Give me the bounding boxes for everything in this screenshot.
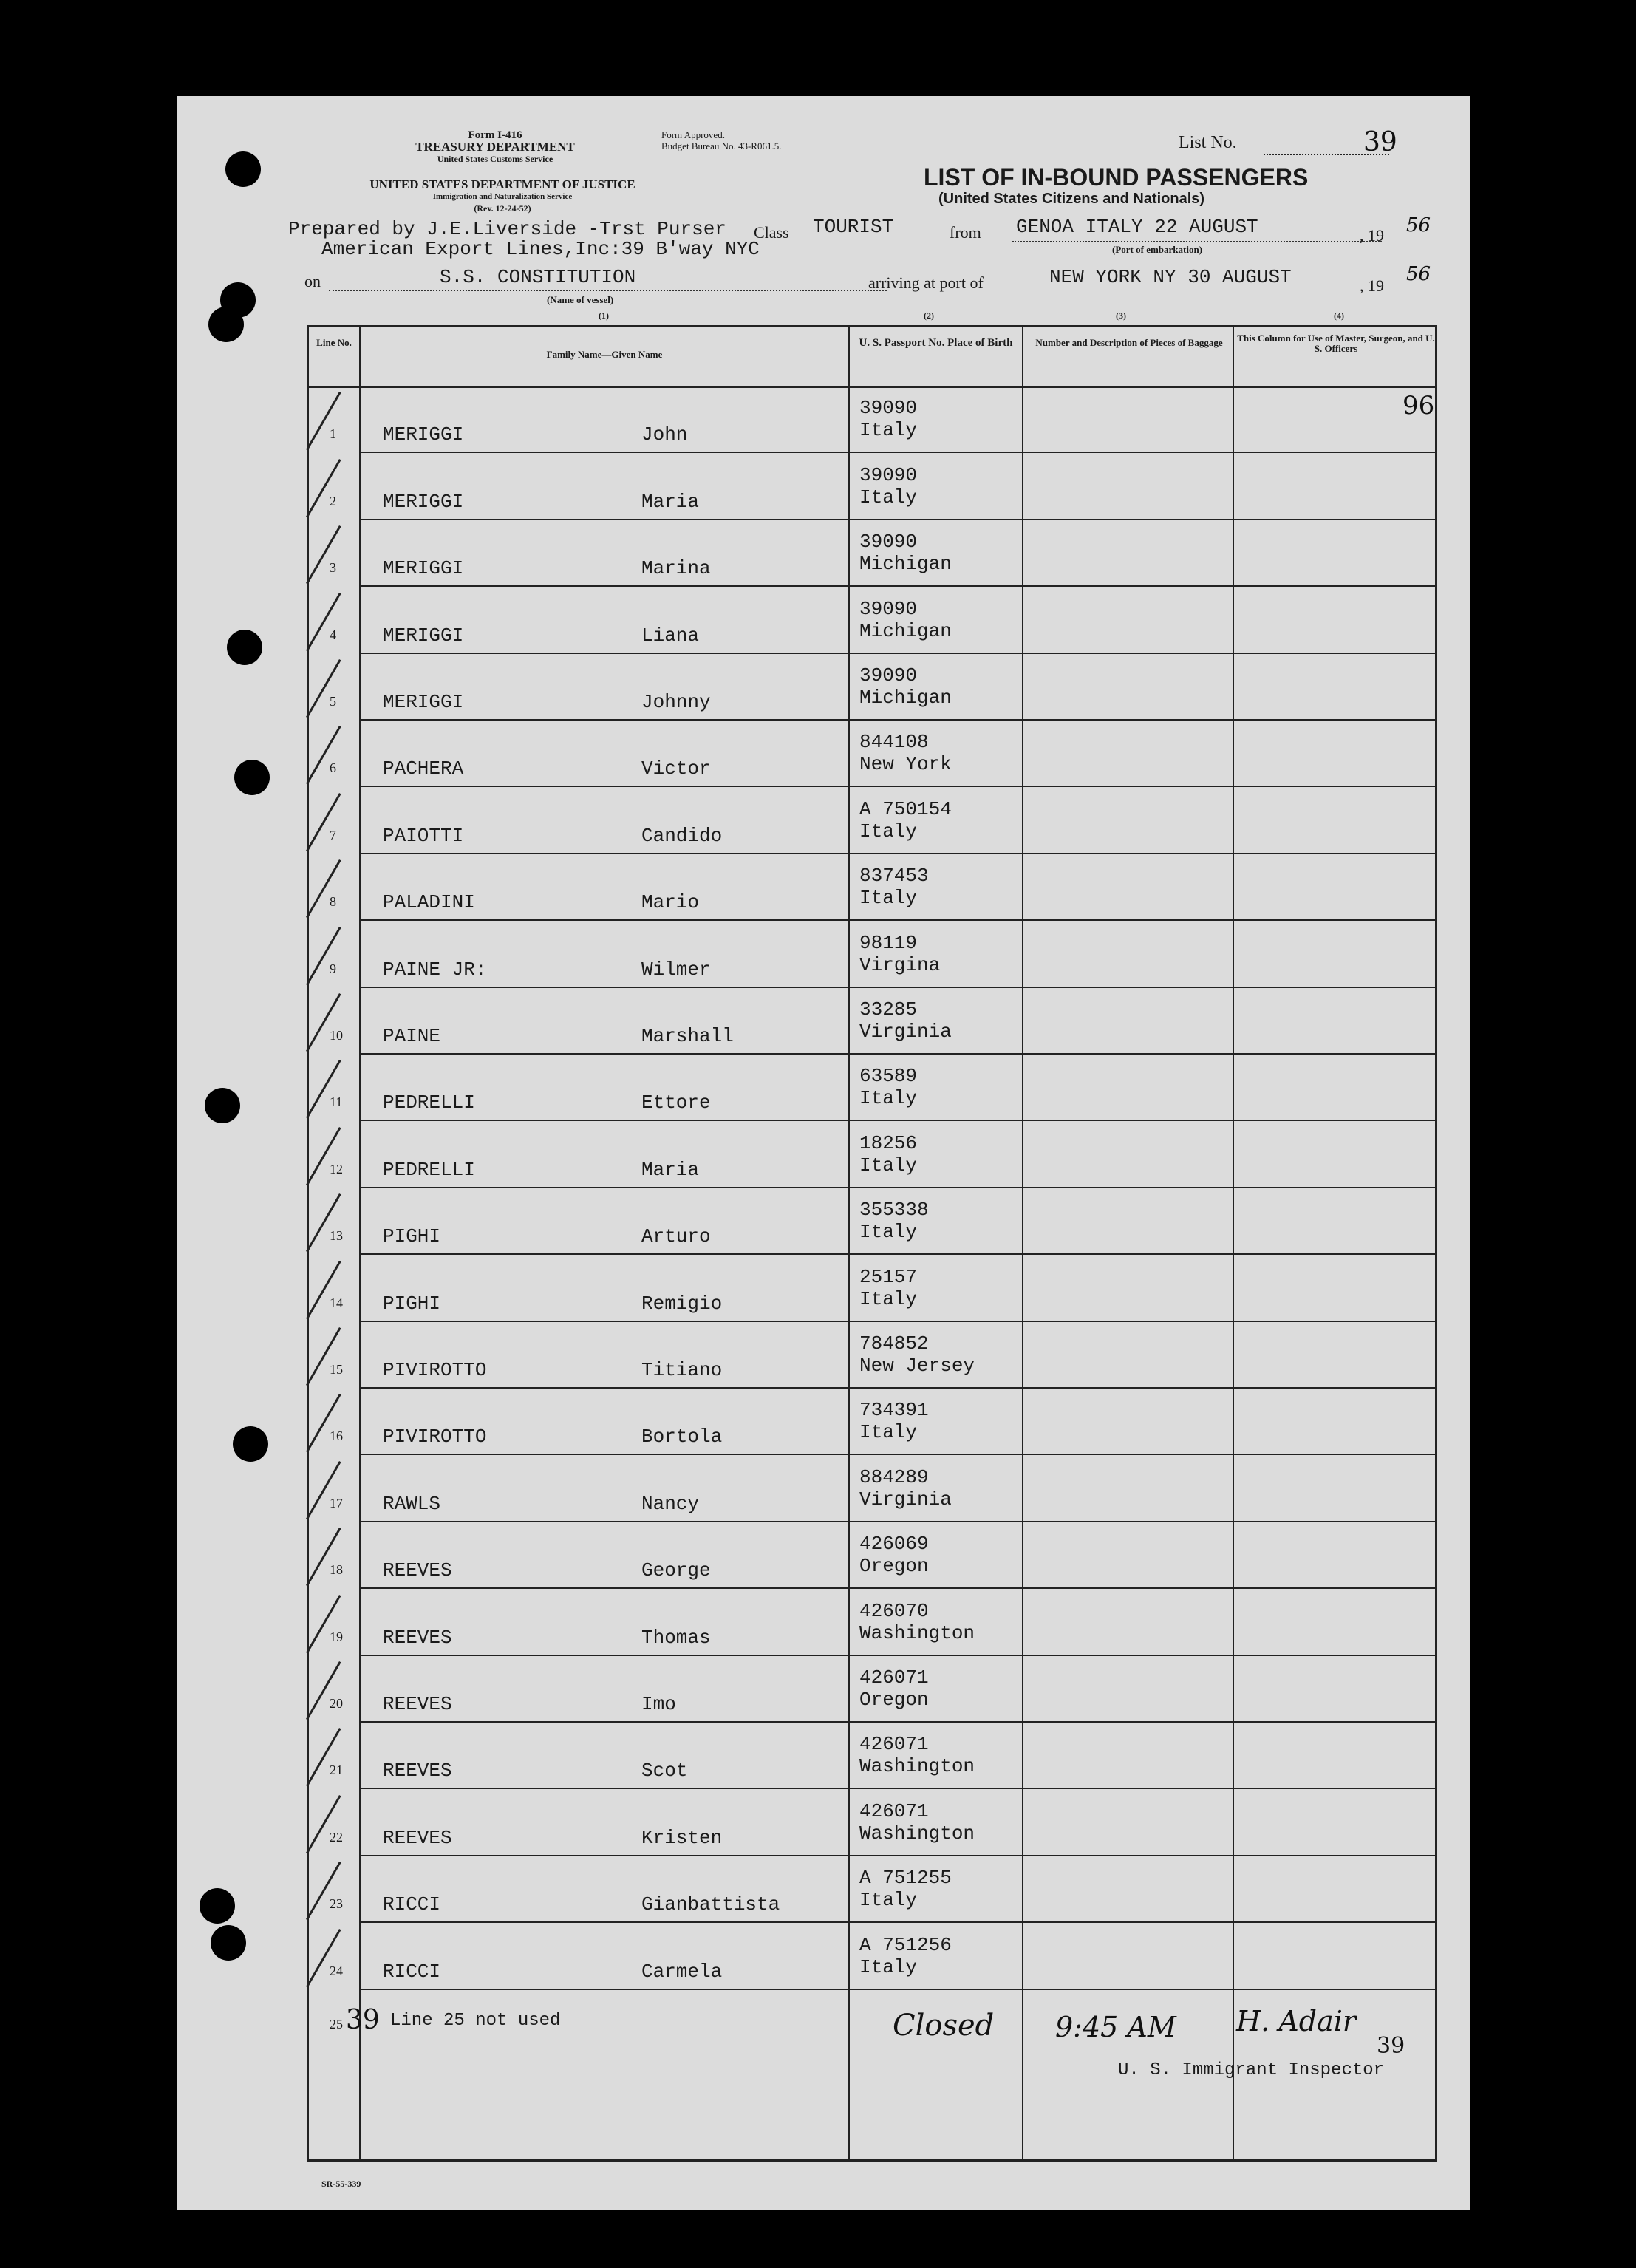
- family-name: MERIGGI: [383, 690, 464, 713]
- given-name: Scot: [641, 1760, 688, 1782]
- table-row: [309, 721, 1435, 787]
- line-number: 21: [330, 1763, 343, 1778]
- customs-service: United States Customs Service: [437, 154, 553, 164]
- table-row: [309, 654, 1435, 721]
- passport-number: 98119: [859, 931, 918, 954]
- passport-number: 39090: [859, 597, 918, 620]
- revision-date: (Rev. 12-24-52): [474, 203, 531, 214]
- family-name: PAIOTTI: [383, 824, 464, 847]
- punch-hole: [200, 1888, 235, 1924]
- line-number: 7: [330, 827, 336, 842]
- table-row: [309, 1923, 1435, 1989]
- line-number: 11: [330, 1094, 343, 1110]
- table-row: [309, 453, 1435, 520]
- family-name: PALADINI: [383, 891, 475, 914]
- from-line: [1012, 241, 1382, 242]
- table-row: [309, 1188, 1435, 1255]
- ins-service: Immigration and Naturalization Service: [432, 192, 573, 201]
- family-name: PIVIROTTO: [383, 1358, 487, 1381]
- birth-place: Michigan: [859, 619, 952, 642]
- vessel-caption: (Name of vessel): [547, 294, 614, 305]
- passport-number: 884289: [859, 1465, 929, 1488]
- line-number: 8: [330, 894, 336, 910]
- passport-number: 355338: [859, 1199, 929, 1222]
- approval-block: [661, 129, 781, 151]
- passport-number: 25157: [859, 1265, 918, 1288]
- line-number: 22: [330, 1829, 343, 1845]
- given-name: Gianbattista: [641, 1893, 780, 1916]
- line-number: 12: [330, 1161, 343, 1176]
- line-number: 9: [330, 961, 336, 976]
- family-name: PACHERA: [383, 757, 464, 780]
- family-name: REEVES: [383, 1626, 452, 1649]
- punch-hole: [208, 307, 244, 342]
- table-row: [309, 1723, 1435, 1789]
- family-name: PEDRELLI: [383, 1158, 475, 1181]
- birth-place: Michigan: [859, 553, 952, 576]
- form-number: Form I-416: [468, 129, 522, 141]
- vessel-line: [329, 290, 887, 291]
- line-number: 4: [330, 627, 336, 642]
- birth-place: Virgina: [859, 953, 941, 976]
- table-row: [309, 1789, 1435, 1856]
- family-name: PIGHI: [383, 1225, 441, 1248]
- class-label: Class: [754, 223, 789, 242]
- passport-number: 39090: [859, 664, 918, 687]
- table-row: [309, 587, 1435, 653]
- given-name: Candido: [641, 824, 723, 847]
- birth-place: New York: [859, 753, 952, 776]
- col-num-3: (3): [1116, 310, 1126, 321]
- line-number: 24: [330, 1963, 343, 1978]
- prepared-by: Prepared by J.E.Liverside -Trst Purser: [288, 218, 726, 240]
- given-name: Victor: [641, 757, 711, 780]
- birth-place: Italy: [859, 820, 918, 842]
- family-name: MERIGGI: [383, 624, 464, 647]
- punch-hole: [225, 151, 261, 187]
- birth-place: Italy: [859, 1287, 918, 1310]
- given-name: Maria: [641, 1158, 700, 1181]
- birth-place: Italy: [859, 887, 918, 910]
- passport-number: 426071: [859, 1799, 929, 1822]
- birth-place: Italy: [859, 486, 918, 508]
- given-name: Imo: [641, 1692, 676, 1715]
- budget-bureau: Budget Bureau No. 43-R061.5.: [661, 140, 782, 151]
- given-name: Wilmer: [641, 958, 711, 981]
- table-row: [309, 787, 1435, 854]
- family-name: RICCI: [383, 1893, 441, 1916]
- given-name: Remigio: [641, 1292, 723, 1315]
- given-name: Nancy: [641, 1492, 700, 1515]
- header-line-no: Line No.: [316, 337, 352, 348]
- family-name: RICCI: [383, 1960, 441, 1983]
- closed-note: Closed: [893, 2009, 995, 2043]
- list-number: 39: [1363, 127, 1397, 157]
- table-row: [309, 1255, 1435, 1321]
- family-name: MERIGGI: [383, 423, 464, 446]
- col-num-1: (1): [599, 310, 609, 321]
- birth-place: Italy: [859, 1221, 918, 1244]
- passport-number: 837453: [859, 865, 929, 888]
- birth-place: Italy: [859, 1154, 918, 1176]
- passport-number: 426071: [859, 1733, 929, 1756]
- passport-number: 39090: [859, 531, 918, 554]
- form-number-block: [399, 129, 591, 165]
- header-officers: This Column for Use of Master, Surgeon, and U. S. Officers: [1237, 333, 1435, 354]
- passport-number: 426071: [859, 1666, 929, 1689]
- given-name: Mario: [641, 891, 700, 914]
- year-prefix-1: , 19: [1360, 226, 1384, 245]
- given-name: Bortola: [641, 1426, 723, 1448]
- arriving-label: arriving at port of: [868, 273, 984, 292]
- given-name: John: [641, 423, 688, 446]
- arrival-value: NEW YORK NY 30 AUGUST: [1049, 266, 1292, 288]
- treasury-dept: TREASURY DEPARTMENT: [415, 140, 575, 154]
- table-row: [309, 1322, 1435, 1389]
- table-row: [309, 386, 1435, 453]
- line-number: 6: [330, 760, 336, 776]
- page-subtitle: (United States Citizens and Nationals): [938, 191, 1205, 207]
- birth-place: Virginia: [859, 1020, 952, 1043]
- family-name: REEVES: [383, 1692, 452, 1715]
- passport-number: 426069: [859, 1533, 929, 1556]
- vessel-name: S.S. CONSTITUTION: [440, 266, 636, 288]
- birth-place: Washington: [859, 1621, 975, 1644]
- punch-hole: [233, 1426, 268, 1462]
- family-name: PAINE: [383, 1024, 441, 1047]
- table-row: [309, 1121, 1435, 1188]
- closed-time: 9:45 AM: [1055, 2011, 1176, 2043]
- given-name: Marina: [641, 557, 711, 580]
- passport-number: 39090: [859, 397, 918, 420]
- birth-place: Oregon: [859, 1555, 929, 1578]
- birth-place: Italy: [859, 419, 918, 442]
- birth-place: Washington: [859, 1755, 975, 1778]
- line-number: 23: [330, 1896, 343, 1912]
- birth-place: New Jersey: [859, 1354, 975, 1377]
- header-baggage: Number and Description of Pieces of Baggage: [1035, 337, 1223, 348]
- on-label: on: [304, 272, 321, 290]
- given-name: Johnny: [641, 690, 711, 713]
- year-value-1: 56: [1406, 214, 1431, 236]
- table-row: [309, 988, 1435, 1055]
- line-number: 20: [330, 1695, 343, 1711]
- from-value: GENOA ITALY 22 AUGUST: [1016, 216, 1258, 238]
- family-name: RAWLS: [383, 1492, 441, 1515]
- given-name: Carmela: [641, 1960, 723, 1983]
- justice-block: [310, 179, 695, 214]
- inspector-signature: H. Adair: [1236, 2005, 1357, 2037]
- family-name: PIGHI: [383, 1292, 441, 1315]
- table-row: [309, 1055, 1435, 1121]
- punch-hole: [205, 1088, 240, 1123]
- embark-caption: (Port of embarkation): [1112, 244, 1203, 255]
- class-value: TOURIST: [813, 216, 894, 238]
- punch-hole: [234, 760, 270, 795]
- birth-place: Italy: [859, 1421, 918, 1444]
- family-name: REEVES: [383, 1760, 452, 1782]
- punch-hole: [227, 630, 262, 665]
- birth-place: Italy: [859, 1955, 918, 1978]
- list-no-label: List No.: [1179, 133, 1237, 152]
- line-number: 16: [330, 1428, 343, 1444]
- given-name: Maria: [641, 490, 700, 513]
- given-name: Liana: [641, 624, 700, 647]
- header-passport: U. S. Passport No. Place of Birth: [859, 337, 1013, 349]
- line-number: 15: [330, 1361, 343, 1377]
- unused-line-note: Line 25 not used: [390, 2010, 561, 2031]
- passport-number: A 751255: [859, 1867, 952, 1890]
- passport-number: A 750154: [859, 797, 952, 820]
- line-number: 3: [330, 560, 336, 576]
- footer-code: SR-55-339: [321, 2179, 361, 2189]
- table-row: [309, 854, 1435, 921]
- table-row: [309, 1522, 1435, 1589]
- passport-number: 426070: [859, 1599, 929, 1622]
- count-right: 39: [1377, 2033, 1405, 2059]
- family-name: MERIGGI: [383, 557, 464, 580]
- passport-number: 33285: [859, 998, 918, 1021]
- family-name: PIVIROTTO: [383, 1426, 487, 1448]
- table-row: [309, 1856, 1435, 1923]
- header-name: Family Name—Given Name: [546, 349, 663, 360]
- passenger-table: [307, 325, 1437, 2162]
- passport-number: 734391: [859, 1399, 929, 1422]
- given-name: Thomas: [641, 1626, 711, 1649]
- birth-place: Virginia: [859, 1488, 952, 1511]
- line-number: 5: [330, 693, 336, 709]
- given-name: Ettore: [641, 1092, 711, 1114]
- birth-place: Italy: [859, 1889, 918, 1912]
- line-number: 17: [330, 1495, 343, 1511]
- table-row: [309, 921, 1435, 987]
- family-name: REEVES: [383, 1559, 452, 1582]
- given-name: George: [641, 1559, 711, 1582]
- given-name: Titiano: [641, 1358, 723, 1381]
- passport-number: A 751256: [859, 1933, 952, 1956]
- col-num-2: (2): [924, 310, 934, 321]
- line-number: 14: [330, 1295, 343, 1310]
- page-title: LIST OF IN-BOUND PASSENGERS: [924, 164, 1309, 191]
- birth-place: Washington: [859, 1822, 975, 1845]
- inspector-title: U. S. Immigrant Inspector: [1118, 2060, 1385, 2080]
- family-name: PAINE JR:: [383, 958, 487, 981]
- line-number: 18: [330, 1562, 343, 1578]
- family-name: PEDRELLI: [383, 1092, 475, 1114]
- given-name: Marshall: [641, 1024, 734, 1047]
- line-number: 25: [330, 2016, 343, 2032]
- birth-place: Oregon: [859, 1688, 929, 1711]
- col-num-4: (4): [1334, 310, 1344, 321]
- passport-number: 18256: [859, 1131, 918, 1154]
- passport-number: 39090: [859, 463, 918, 486]
- form-approved: Form Approved.: [661, 129, 725, 140]
- table-row: [309, 1656, 1435, 1723]
- table-row: [309, 1389, 1435, 1455]
- birth-place: Italy: [859, 1087, 918, 1110]
- year-prefix-2: , 19: [1360, 276, 1384, 295]
- line-number: 13: [330, 1228, 343, 1244]
- line-number: 1: [330, 426, 336, 442]
- given-name: Arturo: [641, 1225, 711, 1248]
- from-label: from: [950, 223, 981, 242]
- manifest-page: [177, 96, 1470, 2210]
- table-row: [309, 1589, 1435, 1655]
- given-name: Kristen: [641, 1826, 723, 1849]
- officer-note: 96: [1402, 391, 1435, 420]
- justice-dept: UNITED STATES DEPARTMENT OF JUSTICE: [369, 177, 635, 191]
- company: American Export Lines,Inc:39 B'way NYC: [321, 238, 760, 260]
- line-number: 10: [330, 1027, 343, 1043]
- line-number: 19: [330, 1629, 343, 1644]
- family-name: MERIGGI: [383, 490, 464, 513]
- line-number: 2: [330, 493, 336, 508]
- punch-hole: [211, 1925, 246, 1961]
- passport-number: 63589: [859, 1065, 918, 1088]
- table-row: [309, 1455, 1435, 1522]
- passport-number: 784852: [859, 1332, 929, 1355]
- passport-number: 844108: [859, 731, 929, 754]
- family-name: REEVES: [383, 1826, 452, 1849]
- count-left: 39: [346, 2005, 380, 2035]
- table-row: [309, 520, 1435, 587]
- year-value-2: 56: [1406, 263, 1431, 285]
- birth-place: Michigan: [859, 686, 952, 709]
